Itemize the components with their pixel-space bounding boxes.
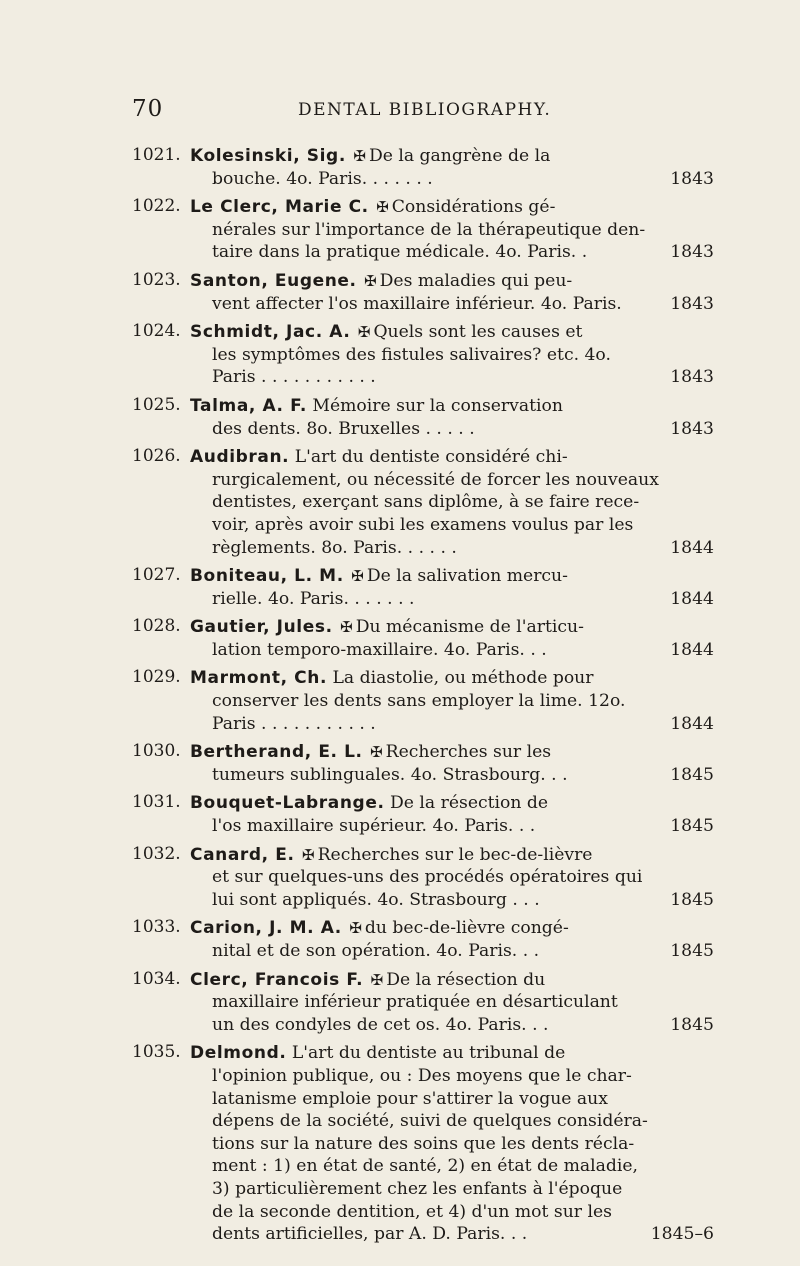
entry-line <box>190 690 714 713</box>
entry-text: un des condyles de cet os. 4o. Paris. . . <box>212 1014 549 1035</box>
entry-text: La diastolie, ou méthode pour <box>332 668 594 689</box>
entry-text: L'art du dentiste au tribunal de <box>291 1043 566 1064</box>
entry-line <box>190 1133 714 1156</box>
entry-text: Considérations gé- <box>391 197 556 218</box>
bibliography-entry <box>132 968 714 1037</box>
entry-year: 1845 <box>670 889 714 910</box>
bibliography-entry <box>132 667 714 735</box>
entry-year: 1844 <box>670 588 714 609</box>
entry-line <box>190 639 714 662</box>
entry-author: Boniteau, L. M. <box>190 566 344 587</box>
entry-line <box>190 764 714 787</box>
entry-line <box>190 270 714 293</box>
entry-year: 1844 <box>670 713 714 734</box>
entry-text: l'os maxillaire supérieur. 4o. Paris. . . <box>212 816 536 837</box>
thesis-cross-icon: ✠ <box>370 743 383 762</box>
running-title: DENTAL BIBLIOGRAPHY. <box>298 100 552 120</box>
entry-text: de la seconde dentition, et 4) d'un mot sur les <box>212 1201 612 1222</box>
entry-line <box>190 537 714 560</box>
entry-line <box>190 145 714 168</box>
entry-line <box>190 713 714 736</box>
entry-line <box>190 815 714 838</box>
thesis-cross-icon: ✠ <box>349 919 362 938</box>
entry-number: 1032. <box>132 843 181 864</box>
entry-line <box>190 741 714 764</box>
entry-line <box>190 469 714 492</box>
entry-text: les symptômes des fistules salivaires? etc. 4o. <box>212 344 611 365</box>
entry-year: 1843 <box>670 367 714 388</box>
entry-number: 1026. <box>132 446 181 467</box>
bibliography-entry <box>132 917 714 962</box>
entry-text: rielle. 4o. Paris. . . . . . . <box>212 588 415 609</box>
entry-text: Des maladies qui peu- <box>379 270 573 291</box>
entry-number: 1035. <box>132 1042 181 1063</box>
entry-line <box>190 969 714 992</box>
entry-line <box>190 1223 714 1246</box>
entry-year: 1843 <box>670 242 714 263</box>
bibliography-entry <box>132 741 714 786</box>
entry-text: latanisme emploie pour s'attirer la vogue aux <box>212 1088 608 1109</box>
entry-line <box>190 889 714 912</box>
entry-text: voir, après avoir subi les examens voulus par les <box>212 514 634 535</box>
page-number: 70 <box>132 96 164 122</box>
entry-text: nital et de son opération. 4o. Paris. . . <box>212 941 540 961</box>
entry-year: 1845 <box>670 764 714 785</box>
entry-text: Paris . . . . . . . . . . . <box>212 713 376 734</box>
thesis-cross-icon: ✠ <box>351 567 364 586</box>
entry-text: Du mécanisme de l'articu- <box>355 617 584 638</box>
entry-line <box>190 491 714 514</box>
entry-number: 1029. <box>132 667 181 688</box>
entry-year: 1843 <box>670 293 714 314</box>
entry-text: règlements. 8o. Paris. . . . . . <box>212 537 457 558</box>
thesis-cross-icon: ✠ <box>370 970 384 989</box>
bibliography-entry <box>132 1042 714 1245</box>
entry-number: 1024. <box>132 321 181 342</box>
entry-author: Marmont, Ch. <box>190 668 328 689</box>
entry-line <box>190 1201 714 1224</box>
entry-line <box>190 219 714 242</box>
bibliography-list <box>0 145 800 1252</box>
entry-line <box>190 1042 714 1065</box>
entry-number: 1023. <box>132 269 181 290</box>
entry-text: des dents. 8o. Bruxelles . . . . . <box>212 418 475 439</box>
thesis-cross-icon: ✠ <box>376 198 389 217</box>
entry-line <box>190 168 714 191</box>
entry-text: L'art du dentiste considéré chi- <box>294 447 568 468</box>
thesis-cross-icon: ✠ <box>364 271 377 290</box>
entry-line <box>190 565 714 588</box>
entry-number: 1021. <box>132 145 181 165</box>
entry-author: Talma, A. F. <box>190 395 307 416</box>
entry-line <box>190 616 714 639</box>
entry-line <box>190 293 714 316</box>
bibliography-entry <box>132 321 714 389</box>
entry-text: De la résection du <box>386 969 546 990</box>
entry-line <box>190 514 714 537</box>
entry-year: 1845–6 <box>650 1224 714 1245</box>
entry-year: 1843 <box>670 418 714 439</box>
entry-line <box>190 344 714 367</box>
thesis-cross-icon: ✠ <box>357 323 371 342</box>
thesis-cross-icon: ✠ <box>353 147 366 165</box>
entry-author: Clerc, Francois F. <box>190 969 364 990</box>
entry-number: 1034. <box>132 968 181 989</box>
entry-author: Santon, Eugene. <box>190 270 357 291</box>
bibliography-entry <box>132 616 714 661</box>
entry-line <box>190 667 714 690</box>
entry-author: Carion, J. M. A. <box>190 918 342 939</box>
bibliography-entry <box>132 565 714 610</box>
entry-line <box>190 446 714 469</box>
entry-line <box>190 1110 714 1133</box>
entry-text: Recherches sur les <box>385 742 552 763</box>
entry-number: 1022. <box>132 196 181 217</box>
entry-line <box>190 1014 714 1037</box>
entry-year: 1845 <box>670 1014 714 1035</box>
entry-text: maxillaire inférieur pratiquée en désarticulant <box>212 992 618 1013</box>
entry-author: Kolesinski, Sig. <box>190 146 346 166</box>
entry-line <box>190 321 714 344</box>
entry-author: Bertherand, E. L. <box>190 742 363 763</box>
thesis-cross-icon: ✠ <box>340 618 353 637</box>
entry-text: lation temporo-maxillaire. 4o. Paris. . . <box>212 639 547 660</box>
entry-line <box>190 792 714 815</box>
entry-year: 1844 <box>670 639 714 660</box>
entry-line <box>190 844 714 867</box>
entry-text: De la gangrène de la <box>368 146 551 166</box>
bibliography-entry <box>132 269 714 315</box>
bibliography-entry <box>132 792 714 837</box>
entry-line <box>190 1088 714 1111</box>
bibliography-entry <box>132 196 714 264</box>
entry-line <box>190 866 714 889</box>
entry-year: 1845 <box>670 941 714 961</box>
entry-text: bouche. 4o. Paris. . . . . . . <box>212 168 433 189</box>
entry-text: De la salivation mercu- <box>366 566 568 587</box>
entry-number: 1031. <box>132 792 181 813</box>
page-header <box>128 96 714 126</box>
entry-text: taire dans la pratique médicale. 4o. Paris. . <box>212 242 588 263</box>
entry-year: 1845 <box>670 816 714 837</box>
thesis-cross-icon: ✠ <box>302 845 315 864</box>
entry-text: dépens de la société, suivi de quelques considéra- <box>212 1111 648 1132</box>
bibliography-entry <box>132 446 714 559</box>
entry-line <box>190 1178 714 1201</box>
entry-text: lui sont appliqués. 4o. Strasbourg . . . <box>212 889 540 910</box>
entry-text: 3) particulièrement chez les enfants à l'époque <box>212 1178 623 1199</box>
entry-number: 1028. <box>132 616 181 637</box>
entry-line <box>190 588 714 611</box>
entry-text: Recherches sur le bec-de-lièvre <box>317 844 593 865</box>
bibliography-entry <box>132 843 714 912</box>
entry-author: Canard, E. <box>190 844 295 865</box>
entry-line <box>190 196 714 219</box>
entry-text: conserver les dents sans employer la lime. 12o. <box>212 691 626 712</box>
entry-text: ment : 1) en état de santé, 2) en état de maladie, <box>212 1156 639 1177</box>
entry-number: 1030. <box>132 741 181 762</box>
entry-text: du bec-de-lièvre congé- <box>364 918 569 939</box>
entry-text: Paris . . . . . . . . . . . <box>212 367 376 388</box>
entry-line <box>190 241 714 264</box>
entry-line <box>190 917 714 940</box>
entry-number: 1027. <box>132 565 181 586</box>
entry-text: De la résection de <box>389 793 549 814</box>
entry-author: Bouquet-Labrange. <box>190 793 385 814</box>
entry-text: tumeurs sublinguales. 4o. Strasbourg. . . <box>212 764 568 785</box>
entry-text: rurgicalement, ou nécessité de forcer les nouveaux <box>212 469 659 490</box>
entry-text: dents artificielles, par A. D. Paris. . . <box>212 1224 528 1245</box>
entry-text: tions sur la nature des soins que les dents récla- <box>212 1133 635 1154</box>
bibliography-entry <box>132 145 714 190</box>
entry-number: 1033. <box>132 917 181 938</box>
entry-text: et sur quelques-uns des procédés opératoires qui <box>212 867 643 888</box>
entry-text: Mémoire sur la conservation <box>312 395 563 416</box>
entry-text: Quels sont les causes et <box>373 322 583 343</box>
entry-number: 1025. <box>132 394 181 415</box>
entry-author: Delmond. <box>190 1043 287 1064</box>
entry-line <box>190 395 714 418</box>
entry-line <box>190 1065 714 1088</box>
entry-text: l'opinion publique, ou : Des moyens que le char- <box>212 1065 632 1086</box>
entry-line <box>190 418 714 441</box>
entry-line <box>190 1155 714 1178</box>
entry-year: 1843 <box>670 168 714 189</box>
entry-text: dentistes, exerçant sans diplôme, à se faire rece- <box>212 492 640 513</box>
entry-text: vent affecter l'os maxillaire inférieur. 4o. Paris. <box>212 293 622 314</box>
entry-author: Gautier, Jules. <box>190 617 333 638</box>
bibliography-entry <box>132 394 714 440</box>
entry-line <box>190 940 714 963</box>
entry-text: nérales sur l'importance de la thérapeutique den- <box>212 219 646 240</box>
entry-author: Audibran. <box>190 447 290 468</box>
entry-line <box>190 366 714 389</box>
entry-author: Schmidt, Jac. A. <box>190 322 351 343</box>
entry-author: Le Clerc, Marie C. <box>190 197 369 218</box>
entry-year: 1844 <box>670 537 714 558</box>
entry-line <box>190 991 714 1014</box>
